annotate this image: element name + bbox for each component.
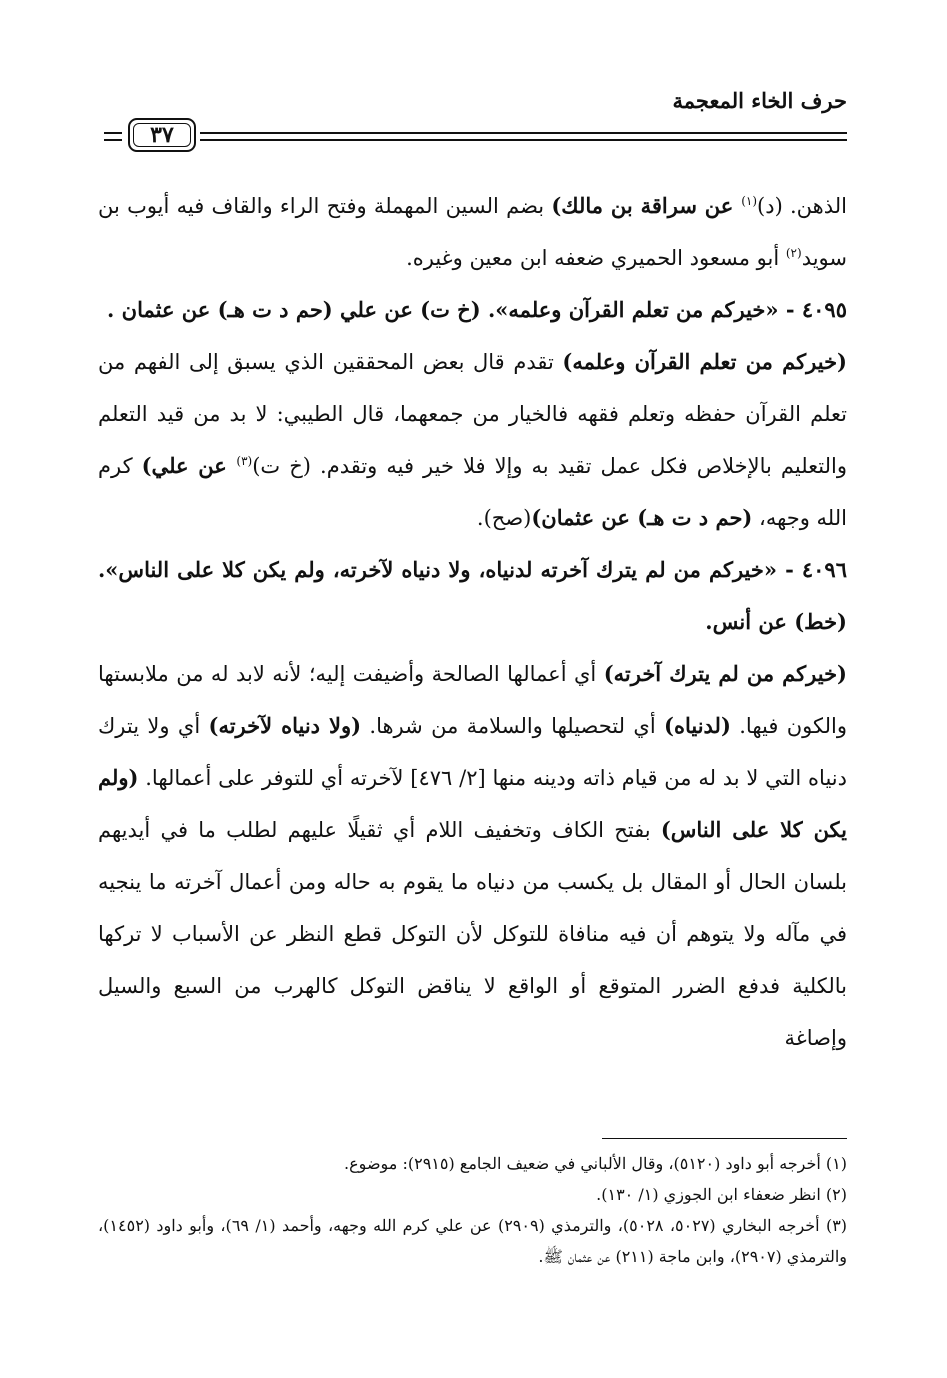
hadith-4095 — [98, 284, 847, 336]
bold-span: (خيركم من لم يترك آخرته) — [603, 661, 847, 686]
text-span: بفتح الكاف وتخفيف اللام أي ثقيلًا عليهم لطلب ما في أيديهم بلسان الحال أو المقال بل يكسب من دنياه ما يقوم به حاله ومن أعمال آخرته ما ينجيه في مآله ولا يتوهم أن فيه منافاة للتوكل لأن التوكل قطع النظر عن الأسباب لا تركها بالكلية فدفع الضرر المتوقع أو الواقع لا يناقض التوكل كالهرب من السبع والسيل وإصاغة — [98, 818, 847, 1050]
bold-span: (حم د ت هـ) عن عثمان) — [531, 505, 753, 530]
footnote-ref: (١) — [741, 194, 758, 208]
footnote-ref: (٣) — [236, 454, 253, 468]
header-rule-end — [104, 132, 122, 141]
paragraph-5 — [98, 648, 847, 1064]
hadith-text: ٤٠٩٦ - «خيركم من لم يترك آخرته لدنياه، ولا دنياه لآخرته، ولم يكن كلا على الناس». (خط) عن أنس. — [98, 557, 847, 634]
footnote-2: (٢) انظر ضعفاء ابن الجوزي (١/ ١٣٠). — [596, 1185, 847, 1204]
page-number: ٣٧ — [150, 122, 174, 148]
main-text — [98, 180, 847, 1064]
text-span: أي ولا يترك دنياه التي لا بد له من قيام ذاته ودينه منها [٢/ ٤٧٦] لآخرته أي للتوفر على أعمالها. — [98, 714, 847, 790]
bold-span: (خيركم من تعلم القرآن وعلمه) — [562, 349, 847, 374]
text-span: أي أعمالها الصالحة وأضيفت إليه؛ لأنه لابد له من ملابستها والكون فيها. — [98, 662, 847, 738]
bold-span: (ولم يكن كلا على الناس) — [98, 765, 847, 842]
text-span: كرم الله وجهه، — [98, 454, 847, 530]
text-span: تقدم قال بعض المحققين الذي يسبق إلى الفهم من تعلم القرآن حفظه وتعلم فقهه فالخيار من جمعهما، قال الطيبي: لا بد من قيد التعلم والتعليم بالإخلاص فكل عمل تقيد به وإلا فلا خير فيه وتقدم. (خ ت) — [98, 350, 847, 478]
hadith-4096 — [98, 544, 847, 648]
footnote-separator — [602, 1138, 847, 1139]
text-span: (صح). — [476, 506, 532, 530]
text-span: بضم السين المهملة وفتح الراء والقاف فيه أيوب بن سويد — [98, 194, 847, 270]
header-rule — [200, 132, 847, 141]
paragraph-1 — [98, 180, 847, 284]
running-header-title: حرف الخاء المعجمة — [672, 88, 847, 113]
bold-span: عن سراقة بن مالك) — [551, 193, 742, 218]
hadith-text: ٤٠٩٥ - «خيركم من تعلم القرآن وعلمه». (خ ت) عن علي (حم د ت هـ) عن عثمان . — [107, 297, 847, 322]
footnote-1: (١) أخرجه أبو داود (٥١٢٠)، وقال الألباني في ضعيف الجامع (٢٩١٥): موضوع. — [344, 1154, 847, 1173]
paragraph-3 — [98, 336, 847, 544]
text-span: أي لتحصيلها والسلامة من شرها. — [361, 714, 665, 738]
bold-span: (لدنياه) — [664, 713, 731, 738]
text-span: الذهن. (د) — [757, 194, 847, 218]
bold-span: (ولا دنياه لآخرته) — [208, 713, 362, 738]
bold-span: عن علي) — [141, 453, 237, 478]
page-number-box — [128, 118, 196, 152]
footnote-ref: (٢) — [785, 246, 802, 260]
footnotes — [98, 1148, 847, 1272]
text-span: أبو مسعود الحميري ضعفه ابن معين وغيره. — [406, 246, 786, 270]
footnote-3: (٣) أخرجه البخاري (٥٠٢٧، ٥٠٢٨)، والترمذي (٢٩٠٩) عن علي كرم الله وجهه، وأحمد (١/ ٦٩)، وأبو داود (١٤٥٢)، والترمذي (٢٩٠٧)، وابن ماجة (٢١١) عن عثمان ﷺ. — [98, 1216, 848, 1266]
